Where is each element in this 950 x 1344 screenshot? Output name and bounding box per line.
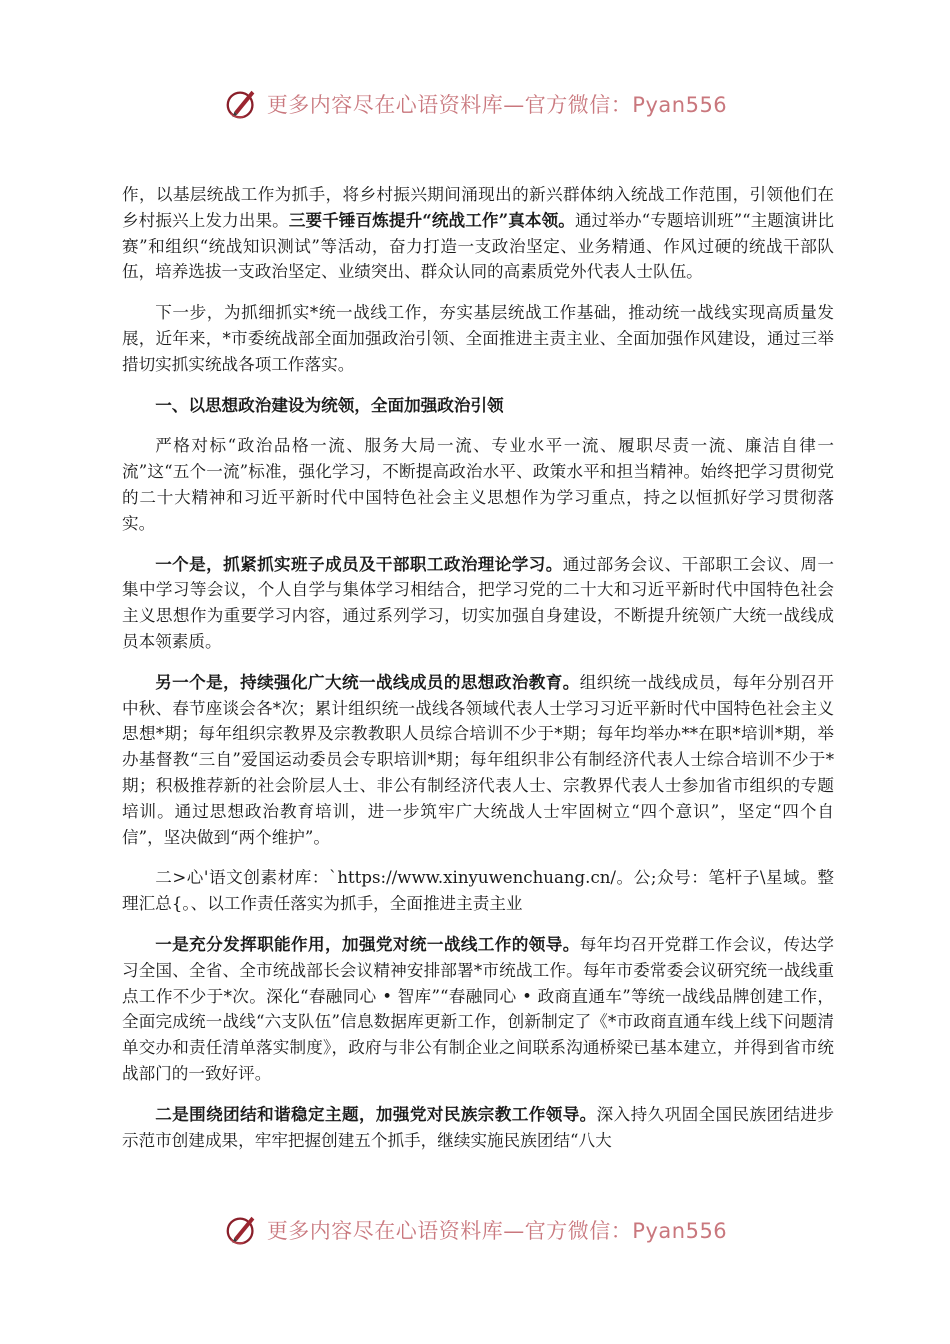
paragraph: 一是充分发挥职能作用，加强党对统一战线工作的领导。每年均召开党群工作会议，传达学习全国、全省、全市统战部长会议精神安排部署*市统战工作。每年市委常委会议研究统一战线重点工作不少于*次。深化“春融同心 • 智库”“春融同心 • 政商直通车”等统一战线品牌创建工作，全面完成统一战线“六支队伍”信息数据库更新工作，创新制定了《*市政商直通车线上线下问题清单交办和责任清单落实制度》，政府与非公有制企业之间联系沟通桥梁已基本建立，并得到省市统战部门的一致好评。 [122, 933, 834, 1083]
paragraph: 二>心'语文创素材库：`https://www.xinyuwenchuang.cn/。公;众号：笔杆子\星域。整理汇总{。、以工作责任落实为抓手，全面推进主责主业 [122, 868, 834, 914]
bold-lead: 另一个是，持续强化广大统一战线成员的思想政治教育。 [155, 671, 580, 692]
paragraph: 另一个是，持续强化广大统一战线成员的思想政治教育。组织统一战线成员，每年分别召开中秋、春节座谈会各*次；累计组织统一战线各领域代表人士学习习近平新时代中国特色社会主义思想*期；每年组织宗教界及宗教教职人员综合培训不少于*期；每年均举办**在职*培训*期，举办基督教“三自”爱国运动委员会专职培训*期；每年组织非公有制经济代表人士综合培训不少于*期；积极推荐新的社会阶层人士、非公有制经济代表人士、宗教界代表人士参加省市组织的专题培训。通过思想政治教育培训，进一步筑牢广大统战人士牢固树立“四个意识”，坚定“四个自信”，坚决做到“两个维护”。 [122, 671, 834, 847]
logo-icon [223, 1211, 261, 1249]
document-body [122, 182, 834, 1168]
header-banner-text: 更多内容尽在心语资料库—官方微信：Pyan556 [266, 93, 728, 117]
section-heading: 一、以思想政治建设为统领，全面加强政治引领 [155, 394, 504, 415]
footer-banner-text: 更多内容尽在心语资料库—官方微信：Pyan556 [266, 1219, 728, 1243]
footer-banner [0, 1208, 950, 1252]
paragraph: 一个是，抓紧抓实班子成员及干部职工政治理论学习。通过部务会议、干部职工会议、周一集中学习等会议，个人自学与集体学习相结合，把学习党的二十大和习近平新时代中国特色社会主义思想作为重要学习内容，通过系列学习，切实加强自身建设，不断提升统领广大统一战线成员本领素质。 [122, 553, 835, 651]
paragraph: 作，以基层统战工作为抓手，将乡村振兴期间涌现出的新兴群体纳入统战工作范围，引领他们在乡村振兴上发力出果。三要千锤百炼提升“统战工作”真本领。通过举办“专题培训班”“主题演讲比赛”和组织“统战知识测试”等活动，奋力打造一支政治坚定、业务精通、作风过硬的统战干部队伍，培养选拔一支政治坚定、业绩突出、群众认同的高素质党外代表人士队伍。 [122, 185, 835, 282]
bold-lead: 一是充分发挥职能作用，加强党对统一战线工作的领导。 [155, 933, 580, 954]
paragraph: 下一步，为抓细抓实*统一战线工作，夯实基层统战工作基础，推动统一战线实现高质量发展，近年来，*市委统战部全面加强政治引领、全面推进主责主业、全面加强作风建设，通过三举措切实抓实统战各项工作落实。 [122, 303, 834, 374]
bold-lead: 二是围绕团结和谐稳定主题，加强党对民族宗教工作领导。 [155, 1103, 597, 1124]
bold-lead: 三要千锤百炼提升“统战工作”真本领。 [288, 209, 575, 230]
paragraph: 二是围绕团结和谐稳定主题，加强党对民族宗教工作领导。深入持久巩固全国民族团结进步示范市创建成果，牢牢把握创建五个抓手，继续实施民族团结“八大 [122, 1103, 835, 1150]
bold-lead: 一个是，抓紧抓实班子成员及干部职工政治理论学习。 [155, 553, 563, 574]
header-banner [0, 82, 950, 126]
logo-icon [223, 85, 261, 123]
paragraph: 严格对标“政治品格一流、服务大局一流、专业水平一流、履职尽责一流、廉洁自律一流”这“五个一流”标准，强化学习，不断提高政治水平、政策水平和担当精神。始终把学习贯彻党的二十大精神和习近平新时代中国特色社会主义思想作为学习重点，持之以恒抓好学习贯彻落实。 [122, 436, 834, 533]
